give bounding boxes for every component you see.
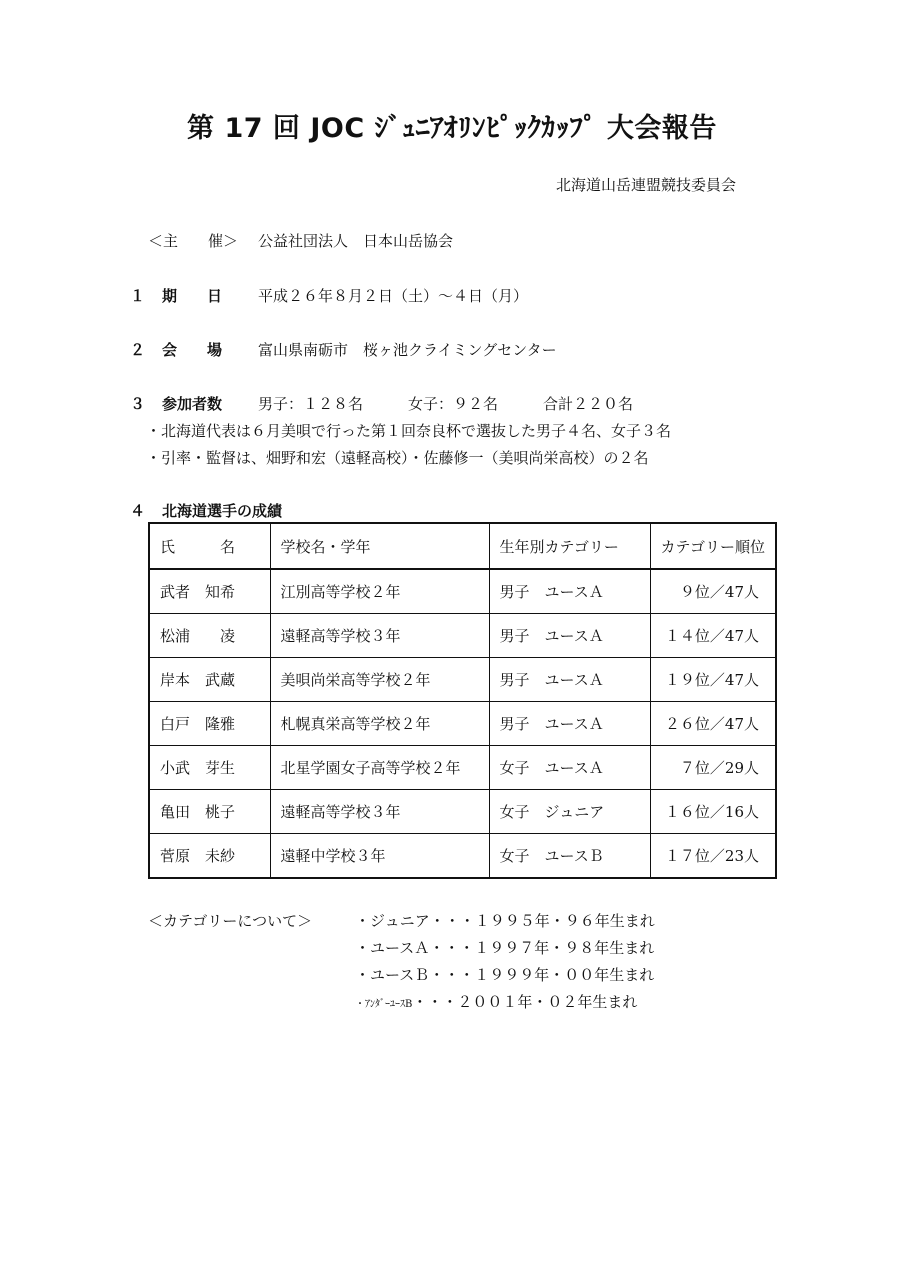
category-rank: ２６位／47人 (650, 702, 776, 746)
results-number: ４ (130, 502, 146, 520)
school-grade: 遠軽高等学校３年 (270, 790, 489, 834)
age-category: 男子 ユースＡ (489, 658, 650, 702)
category-years: ・・・１９９５年・９６年生まれ (429, 912, 655, 930)
table-row (149, 614, 776, 658)
category-name: ・ユースＡ (355, 939, 430, 957)
age-category: 男子 ユースＡ (489, 569, 650, 614)
category-name: ・ｱﾝﾀﾞｰﾕｰｽB (355, 999, 413, 1010)
category-note-item (355, 991, 637, 1012)
host-value: 公益社団法人 日本山岳協会 (258, 232, 454, 250)
table-row (149, 746, 776, 790)
participants-note: ・北海道代表は６月美唄で行った第１回奈良杯で選抜した男子４名、女子３名 (146, 422, 672, 440)
category-rank: ９位／47人 (650, 569, 776, 614)
venue-label: 会 場 (162, 341, 223, 359)
category-note-item (355, 964, 654, 985)
table-row (149, 702, 776, 746)
category-name: ・ユースＢ (355, 966, 430, 984)
category-years: ・・・１９９７年・９８年生まれ (429, 939, 655, 957)
age-category: 男子 ユースＡ (489, 614, 650, 658)
athlete-name: 亀田 桃子 (149, 790, 270, 834)
age-category: 女子 ジュニア (489, 790, 650, 834)
period-value: 平成２６年８月２日（土）～４日（月） (258, 287, 529, 305)
school-grade: 遠軽高等学校３年 (270, 614, 489, 658)
category-rank: １６位／16人 (650, 790, 776, 834)
venue-value: 富山県南砺市 桜ヶ池クライミングセンター (258, 341, 557, 359)
table-header-row (149, 523, 776, 569)
category-note-label: ＜カテゴリーについて＞ (148, 912, 313, 930)
category-rank: １４位／47人 (650, 614, 776, 658)
participants-note: ・引率・監督は、畑野和宏（遠軽高校）・佐藤修一（美唄尚栄高校）の２名 (146, 449, 649, 467)
table-row (149, 658, 776, 702)
category-rank: ７位／29人 (650, 746, 776, 790)
athlete-name: 白戸 隆雅 (149, 702, 270, 746)
school-grade: 遠軽中学校３年 (270, 834, 489, 879)
period-number: １ (130, 287, 146, 305)
column-header-name: 氏 名 (149, 523, 270, 569)
category-note-item (355, 937, 654, 958)
period-label: 期 日 (162, 287, 223, 305)
column-header-rank: カテゴリー順位 (650, 523, 776, 569)
athlete-name: 菅原 未紗 (149, 834, 270, 879)
category-note-item (355, 910, 655, 931)
document-title: 第 17 回 JOC ｼﾞｭﾆｱｵﾘﾝﾋﾟｯｸｶｯﾌﾟ 大会報告 (187, 113, 717, 144)
participants-label: 参加者数 (162, 395, 223, 413)
participants-number: ３ (130, 395, 146, 413)
category-years: ・・・２００１年・０２年生まれ (412, 993, 638, 1011)
category-years: ・・・１９９９年・００年生まれ (429, 966, 655, 984)
venue-number: ２ (130, 341, 146, 359)
athlete-name: 武者 知希 (149, 569, 270, 614)
results-heading: 北海道選手の成績 (162, 502, 283, 520)
results-table (148, 522, 777, 879)
table-row (149, 834, 776, 879)
school-grade: 江別高等学校２年 (270, 569, 489, 614)
athlete-name: 松浦 凌 (149, 614, 270, 658)
category-name: ・ジュニア (355, 912, 430, 930)
school-grade: 美唄尚栄高等学校２年 (270, 658, 489, 702)
age-category: 女子 ユースＡ (489, 746, 650, 790)
athlete-name: 岸本 武蔵 (149, 658, 270, 702)
participants-value: 男子：１２８名 女子：９２名 合計２２０名 (258, 395, 634, 413)
host-label: ＜主 催＞ (148, 232, 239, 250)
category-rank: １７位／23人 (650, 834, 776, 879)
athlete-name: 小武 芽生 (149, 746, 270, 790)
column-header-category: 生年別カテゴリー (489, 523, 650, 569)
school-grade: 北星学園女子高等学校２年 (270, 746, 489, 790)
age-category: 男子 ユースＡ (489, 702, 650, 746)
school-grade: 札幌真栄高等学校２年 (270, 702, 489, 746)
age-category: 女子 ユースＢ (489, 834, 650, 879)
column-header-school: 学校名・学年 (270, 523, 489, 569)
category-rank: １９位／47人 (650, 658, 776, 702)
table-row (149, 790, 776, 834)
table-row (149, 569, 776, 614)
organizer-line: 北海道山岳連盟競技委員会 (555, 176, 736, 194)
